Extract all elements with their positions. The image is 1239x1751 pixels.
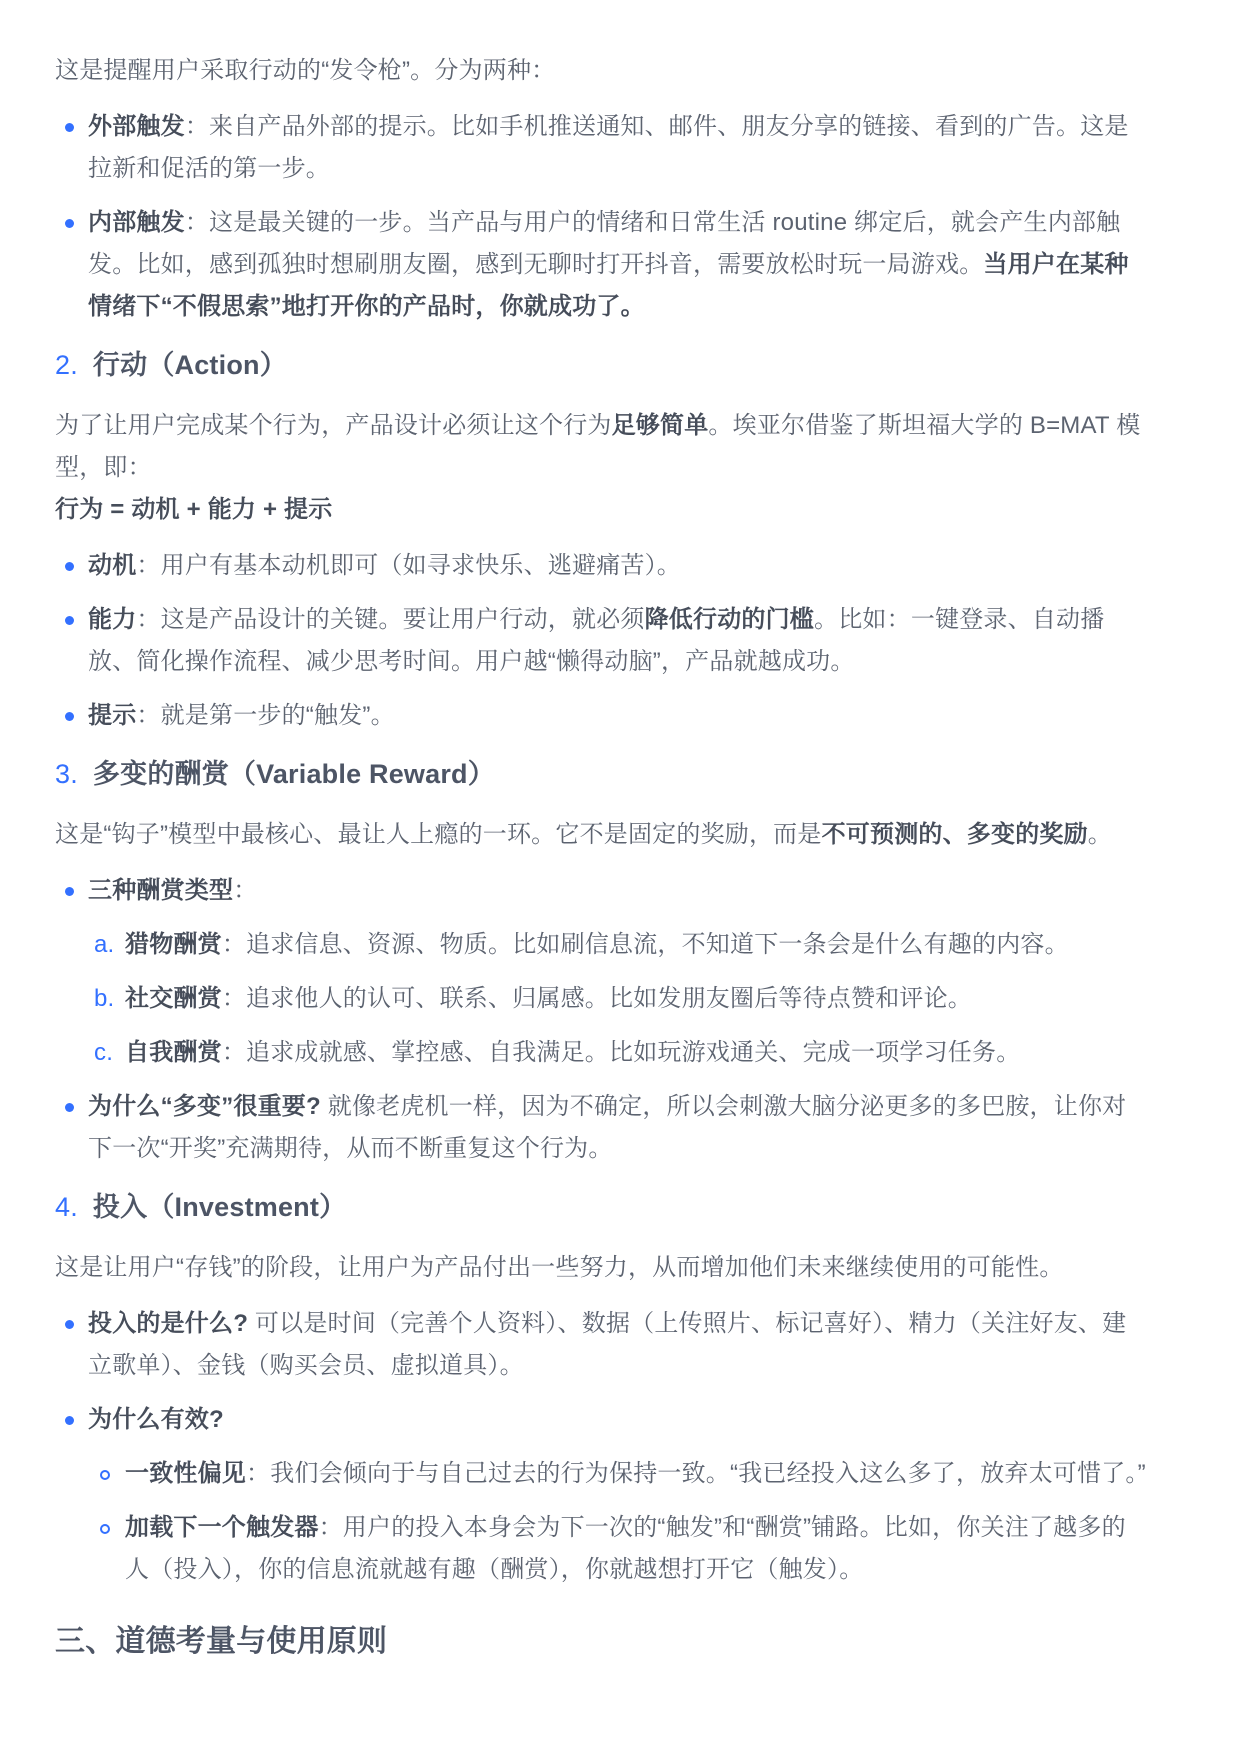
reward-list (55, 870, 1147, 1170)
term-label: 内部触发 (88, 209, 185, 236)
item-text: 就像老虎机一样，因为不确定，所以会刺激大脑分泌更多的多巴胺，让你对下一次“开奖”充满期待，从而不断重复这个行为。 (88, 1093, 1127, 1162)
list-item-why-effective (55, 1399, 1147, 1591)
list-item-internal-trigger (55, 202, 1147, 328)
term-label: 外部触发 (88, 113, 185, 140)
bold-text: 足够简单 (611, 412, 709, 439)
intro-text: 这是提醒用户采取行动的“发令枪”。分为两种： (55, 57, 556, 84)
list-marker: c. (94, 1039, 114, 1066)
investment-list (55, 1303, 1147, 1591)
item-text: ：这是最关键的一步。当产品与用户的情绪和日常生活 routine 绑定后，就会产生内部触发。比如，感到孤独时想刷朋友圈，感到无聊时打开抖音，需要放松时玩一局游戏。 (88, 209, 1121, 278)
paragraph-text: 这是“钩子”模型中最核心、最让人上瘾的一环。它不是固定的奖励，而是 (55, 821, 822, 848)
reward-paragraph (55, 814, 1147, 856)
term-label: 能力 (88, 606, 137, 633)
item-text: ：来自产品外部的提示。比如手机推送通知、邮件、朋友分享的链接、看到的广告。这是拉新和促活的第一步。 (88, 113, 1129, 182)
heading-action (55, 342, 1147, 388)
term-label: 一致性偏见 (125, 1460, 246, 1487)
bmat-formula: 行为 = 动机 + 能力 + 提示 (55, 496, 333, 523)
item-text: ：用户的投入本身会为下一次的“触发”和“酬赏”铺路。比如，你关注了越多的人（投入），你的信息流就越有趣（酬赏），你就越想打开它（触发）。 (125, 1514, 1126, 1583)
term-label: 社交酬赏 (125, 985, 222, 1012)
list-item-reward-types (55, 870, 1147, 1074)
why-effective-sublist (88, 1453, 1147, 1591)
sublist-item-self-reward (88, 1032, 1147, 1074)
item-text: ：就是第一步的“触发”。 (136, 702, 395, 729)
list-marker: b. (94, 985, 115, 1012)
bold-text: 不可预测的、多变的奖励 (821, 821, 1088, 848)
trigger-list (55, 106, 1147, 328)
heading-title: 投入（Investment） (92, 1192, 347, 1222)
list-item-external-trigger (55, 106, 1147, 190)
term-label: 自我酬赏 (125, 1039, 222, 1066)
emphasis-text: 当用户在某种情绪下“不假思索”地打开你的产品时，你就成功了。 (88, 251, 1129, 320)
item-text: ：用户有基本动机即可（如寻求快乐、逃避痛苦）。 (136, 552, 682, 579)
heading-investment (55, 1184, 1147, 1230)
term-label: 投入的是什么? (88, 1310, 249, 1337)
item-text: ：追求他人的认可、联系、归属感。比如发朋友圈后等待点赞和评论。 (221, 985, 973, 1012)
list-marker: a. (94, 931, 115, 958)
item-text: ： (233, 877, 258, 904)
list-item-motivation (55, 545, 1147, 587)
term-label: 提示 (88, 702, 137, 729)
action-paragraph (55, 405, 1147, 489)
item-text: 可以是时间（完善个人资料）、数据（上传照片、标记喜好）、精力（关注好友、建立歌单）、金钱（购买会员、虚拟道具）。 (88, 1310, 1127, 1379)
paragraph-text: 。埃亚尔借鉴了斯坦福大学的 B=MAT 模型，即： (55, 412, 1141, 481)
term-label: 猎物酬赏 (125, 931, 222, 958)
item-text: ：追求成就感、掌控感、自我满足。比如玩游戏通关、完成一项学习任务。 (221, 1039, 1021, 1066)
heading-number: 4. (55, 1192, 78, 1222)
term-label: 加载下一个触发器 (125, 1514, 319, 1541)
list-item-what-invest (55, 1303, 1147, 1387)
item-text: ：这是产品设计的关键。要让用户行动，就必须 (136, 606, 645, 633)
investment-paragraph: 这是让用户“存钱”的阶段，让用户为产品付出一些努力，从而增加他们未来继续使用的可能性。 (55, 1254, 1064, 1281)
term-label: 为什么“多变”很重要? (88, 1093, 321, 1120)
sublist-item-social-reward (88, 978, 1147, 1020)
list-item-ability (55, 599, 1147, 683)
heading-number: 3. (55, 759, 78, 789)
sublist-item-consistency-bias (88, 1453, 1147, 1495)
action-list (55, 545, 1147, 737)
term-label: 为什么有效? (88, 1406, 224, 1433)
item-text: 。比如：一键登录、自动播放、简化操作流程、减少思考时间。用户越“懒得动脑”，产品就越成功。 (88, 606, 1105, 675)
item-text: ：追求信息、资源、物质。比如刷信息流，不知道下一条会是什么有趣的内容。 (221, 931, 1069, 958)
list-item-prompt (55, 695, 1147, 737)
heading-title: 行动（Action） (92, 350, 287, 380)
sublist-item-load-next-trigger (88, 1507, 1147, 1591)
term-label: 动机 (88, 552, 137, 579)
intro-paragraph (55, 50, 1147, 92)
heading-ethics: 三、道德考量与使用原则 (55, 1625, 388, 1658)
heading-title: 多变的酬赏（Variable Reward） (92, 759, 495, 789)
heading-variable-reward (55, 751, 1147, 797)
paragraph-text: 。 (1087, 821, 1112, 848)
paragraph-text: 为了让用户完成某个行为，产品设计必须让这个行为 (55, 412, 612, 439)
item-text: ：我们会倾向于与自己过去的行为保持一致。“我已经投入这么多了，放弃太可惜了。” (246, 1460, 1146, 1487)
list-item-why-variable (55, 1086, 1147, 1170)
bold-text: 降低行动的门槛 (644, 606, 815, 633)
term-label: 三种酬赏类型 (88, 877, 234, 904)
heading-number: 2. (55, 350, 78, 380)
sublist-item-hunt-reward (88, 924, 1147, 966)
reward-types-sublist (88, 924, 1147, 1074)
